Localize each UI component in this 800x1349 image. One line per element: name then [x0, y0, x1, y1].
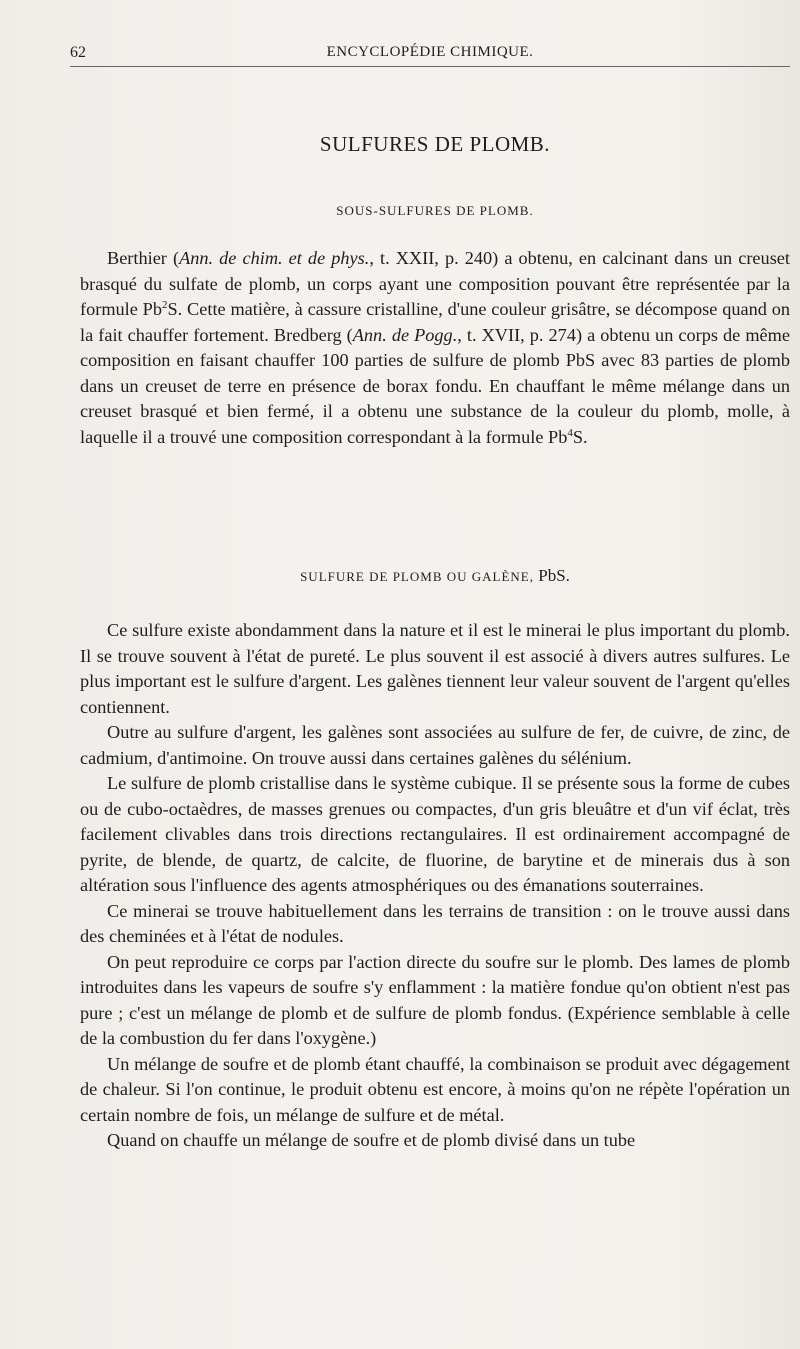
running-title: ENCYCLOPÉDIE CHIMIQUE. [326, 44, 534, 60]
header-rule [70, 66, 790, 67]
paragraph: Un mélange de soufre et de plomb étant chauffé, la combinaison se produit avec dégagement de chaleur. Si l'on continue, le produit obtenu est encore, à moins qu'on ne répète l'opération un certain nombre de fois, un mélange de sulfure et de métal. [80, 1053, 790, 1125]
section-heading-sous-sulfures: SOUS-SULFURES DE PLOMB. [336, 203, 534, 218]
page-number: 62 [70, 44, 86, 61]
section-sous-sulfures-body [80, 246, 790, 450]
paragraph: Ce sulfure existe abondamment dans la nature et il est le minerai le plus important du plomb. Il se trouve souvent à l'état de pureté. Le plus souvent il est associé à divers autres sulfures. Le plus important est le sulfure d'argent. Les galènes tiennent leur valeur souvent de l'argent qu'elles contiennent. [80, 620, 790, 717]
page-header [70, 44, 790, 66]
paragraph: Le sulfure de plomb cristallise dans le système cubique. Il se présente sous la forme de cubes ou de cubo-octaèdres, de masses grenues ou compactes, d'un gris bleuâtre et d'un vif éclat, très facilement clivables dans trois directions rectangulaires. Il est ordinairement accompagné de pyrite, de blende, de quartz, de calcite, de fluorine, de barytine et de minerais dus à son altération sous l'influence des agents atmosphériques ou des émanations souterraines. [80, 773, 790, 895]
paragraph: Berthier (Ann. de chim. et de phys., t. XXII, p. 240) a obtenu, en calcinant dans un creuset brasqué du sulfate de plomb, un corps ayant une composition pouvant être représentée par la formule Pb$^2$S. Cette matière, à cassure cristalline, d'une couleur grisâtre, se décompose quand on la fait chauffer fortement. Bredberg (Ann. de Pogg., t. XVII, p. 274) a obtenu un corps de même composition en faisant chauffer 100 parties de sulfure de plomb PbS avec 83 parties de plomb dans un creuset de terre en présence de borax fondu. En chauffant le même mélange dans un creuset brasqué et bien fermé, il a obtenu une substance de la couleur du plomb, molle, à laquelle il a trouvé une composition correspondant à la formule Pb$^4$S. [80, 248, 790, 447]
chapter-title: SULFURES DE PLOMB. [319, 132, 551, 156]
section-galene-body [80, 618, 790, 1154]
section-heading-galene [80, 566, 790, 586]
section-heading-galene-text: SULFURE DE PLOMB OU GALÈNE, [300, 569, 534, 584]
section-heading-formula: PbS. [538, 566, 570, 585]
paragraph: Quand on chauffe un mélange de soufre et de plomb divisé dans un tube [107, 1130, 636, 1150]
paragraph: Outre au sulfure d'argent, les galènes sont associées au sulfure de fer, de cuivre, de zinc, de cadmium, d'antimoine. On trouve aussi dans certaines galènes du sélénium. [80, 722, 790, 768]
paragraph: On peut reproduire ce corps par l'action directe du soufre sur le plomb. Des lames de plomb introduites dans les vapeurs de soufre s'y enflamment : la matière fondue qu'on obtient n'est pas pure ; c'est un mélange de plomb et de sulfure de plomb fondus. (Expérience semblable à celle de la combustion du fer dans l'oxygène.) [80, 951, 790, 1048]
paragraph: Ce minerai se trouve habituellement dans les terrains de transition : on le trouve aussi dans des cheminées et à l'état de nodules. [80, 900, 790, 946]
